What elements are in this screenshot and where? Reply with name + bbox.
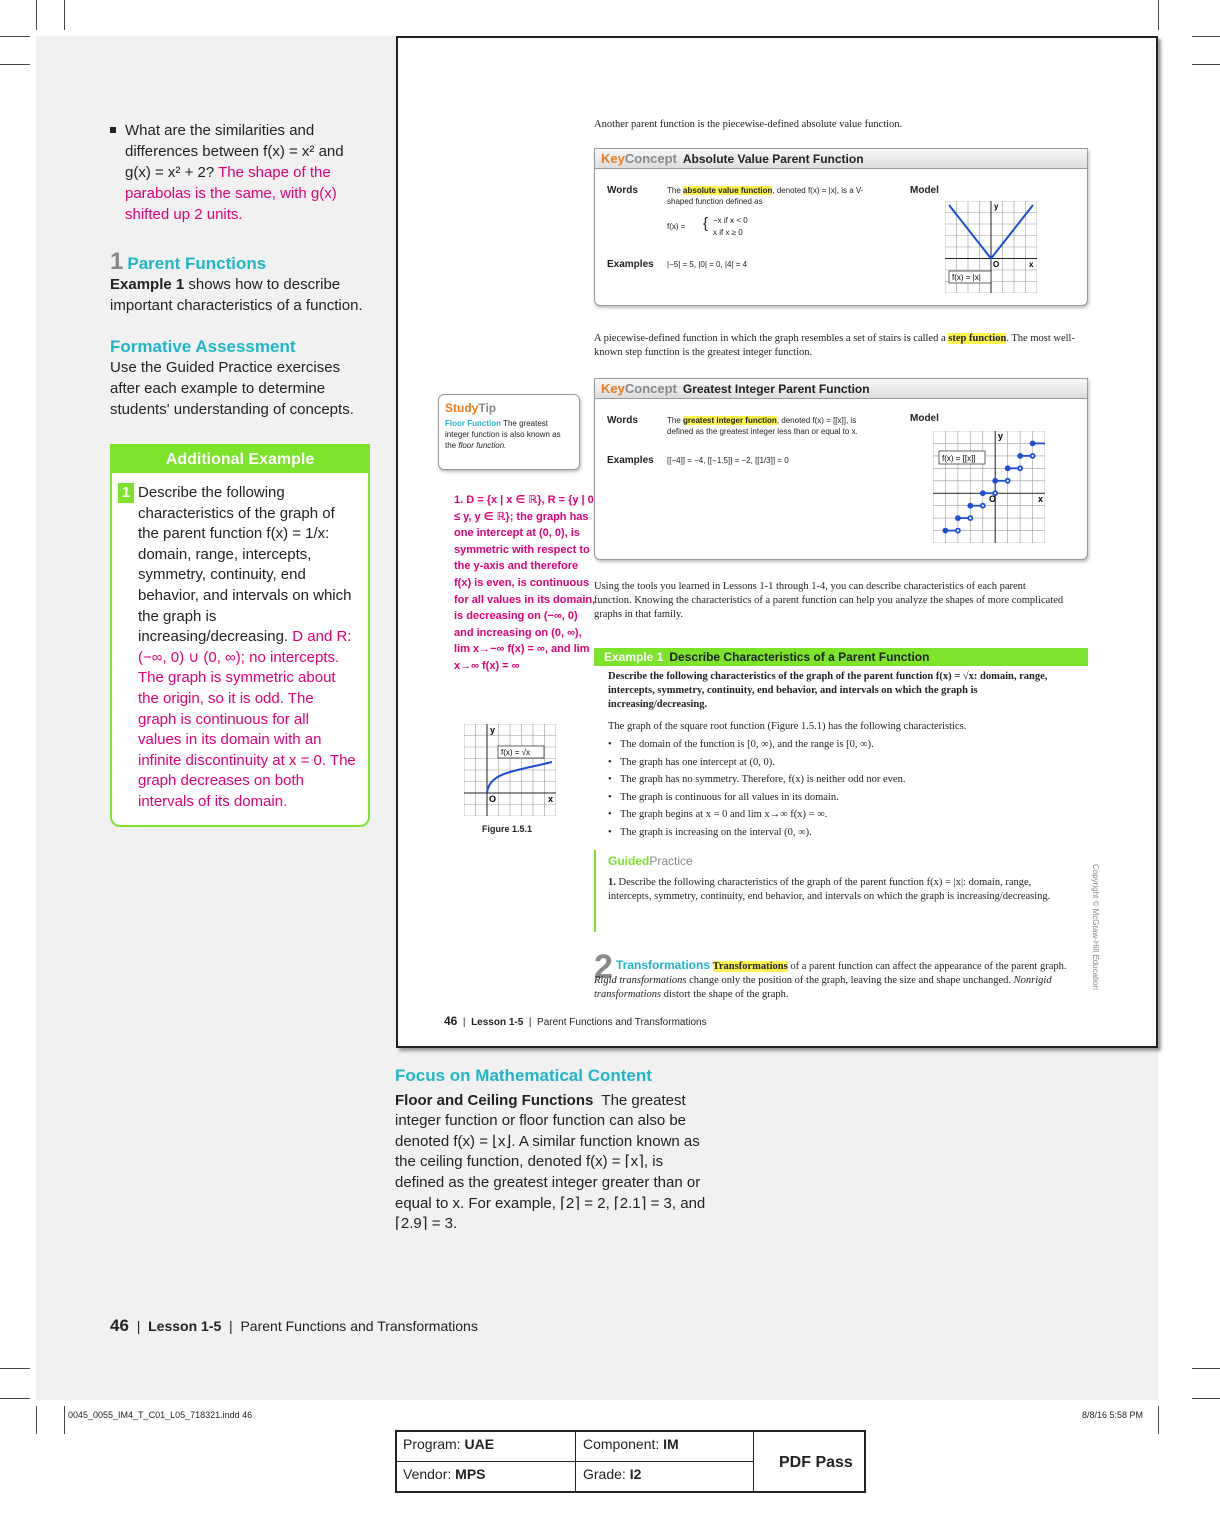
formative-heading: Formative Assessment [110, 337, 296, 356]
section-2-number: 2 [594, 948, 613, 986]
svg-text:x: x [548, 794, 554, 804]
crop-mark [1192, 64, 1220, 65]
example-1-header: Example 1 Describe Characteristics of a Parent Function [594, 648, 1088, 666]
example-1-prompt: Describe the following characteristics of the graph of the parent function f(x) = √x: domain, range, intercepts, symmetry, continuity, end behavior, and intervals on which the graph is increasing/decreasing. [608, 671, 1048, 710]
copyright: Copyright © McGraw-Hill Education [1091, 864, 1100, 990]
answer-text: The shape of the [218, 164, 331, 181]
crop-mark [1192, 1368, 1220, 1369]
page-folio: 46 | Lesson 1-5 | Parent Functions and Transformations [444, 1014, 707, 1028]
additional-example-title: Additional Example [112, 446, 368, 473]
grade-cell: Grade: I2 [583, 1466, 642, 1482]
section-text: Example 1 shows how to describe important characteristics of a function. [110, 276, 363, 314]
absolute-value-graph [945, 201, 1037, 293]
margin-answer: 1. D = {x | x ∈ ℝ}, R = {y | 0 ≤ y, y ∈ ℝ}; the graph has one intercept at (0, 0), is symmetric with respect to the y-axis and therefore f(x) is even, is continuous for all values in its domain, is decreasing on (−∞, 0) and increasing on (0, ∞), lim x→−∞ f(x) = ∞, and lim x→∞ f(x) = ∞ [454, 494, 596, 672]
section-heading: 1 Parent Functions [110, 248, 267, 275]
svg-text:y: y [998, 431, 1004, 441]
additional-example-box: Additional Example 1 Describe the following characteristics of the graph of the parent function f(x) = 1/x: domain, range, intercepts, symmetry, continuity, end behavior, and intervals on which the graph is increasing/decreasing. D and R: (−∞, 0) ∪ (0, ∞); no intercepts. The graph is symmetric about the origin, so it is odd. The graph is continuous for all values in its domain with an infinite discontinuity at x = 0. The graph decreases on both intervals of its domain. [110, 444, 370, 827]
key-concept-absolute: KeyConcept Absolute Value Parent Function Words The absolute value function, denoted f(x) = |x|, is a V-shaped function defined as f(x) = { −x if x < 0 x if x ≥ 0 Examples |−5| = 5, |0| = 0, |4| = 4 Model f(x) = |x| O x y [594, 148, 1088, 306]
proof-table [395, 1430, 866, 1493]
section-2-text: Transformations Transformations of a parent function can affect the appearance of the parent graph. Rigid transformations change only the position of the graph, leaving the size and shape unchanged. Nonrigid transformations distort the shape of the graph. [594, 958, 1067, 1000]
square-root-graph [464, 724, 556, 816]
graph-label: f(x) = |x| [952, 273, 981, 282]
focus-content: Focus on Mathematical Content Floor and Ceiling Functions The greatest integer function or floor function can also be denoted f(x) = ⌊x⌋. A similar function known as the ceiling function, denoted f(x) = ⌈x⌉, is defined as the greatest integer greater than or equal to x. For example, ⌈2⌉ = 2, ⌈2.1⌉ = 3, and ⌈2.9⌉ = 3. [395, 1066, 715, 1235]
svg-text:x: x [1029, 260, 1034, 269]
crop-mark [64, 0, 65, 30]
crop-mark [1192, 1398, 1220, 1399]
focus-title: Focus on Mathematical Content [395, 1066, 652, 1085]
student-page [396, 36, 1158, 1048]
greatest-integer-graph [933, 431, 1045, 543]
list-item: • The graph has one intercept at (0, 0). [608, 754, 1068, 772]
list-item: • The graph is increasing on the interval (0, ∞). [608, 824, 1068, 842]
list-item: • The graph is continuous for all values in its domain. [608, 789, 1068, 807]
svg-text:y: y [490, 725, 496, 735]
crop-mark [0, 1368, 30, 1369]
additional-example-answer: D and R: (−∞, 0) ∪ (0, ∞); no intercepts. The graph is symmetric about the origin, so it is odd. The graph is continuous for all values in its domain with an infinite discontinuity at x = 0. The graph decreases on both intervals of its domain. [138, 628, 356, 810]
key-concept-greatest-integer: KeyConcept Greatest Integer Parent Function Words The greatest integer function, denoted f(x) = [[x]], is defined as the greatest integer less than or equal to x. Examples [[−4]] = −4, [[−1.5]] = −2, [[1/3]] = 0 Model f(x) = [[x]] O x y [594, 378, 1088, 560]
guided-practice-heading: GuidedPractice [608, 854, 693, 868]
svg-text:y: y [994, 202, 999, 211]
status-cell: PDF Pass [779, 1454, 853, 1471]
crop-mark [0, 36, 30, 37]
study-tip: StudyTip Floor Function The greatest integer function is also known as the floor function. [438, 394, 580, 470]
guided-practice-item: 1. Describe the following characteristics of the graph of the parent function f(x) = |x|: domain, range, intercepts, symmetry, continuity, end behavior, and intervals on which the graph is increasing/decreasing. [608, 877, 1051, 902]
crop-mark [36, 0, 37, 30]
slug-filename: 0045_0055_IM4_T_C01_L05_718321.indd 46 [68, 1410, 253, 1420]
example-1-bullets [608, 736, 1068, 842]
question-bullet: What are the similarities and differences between f(x) = x² and g(x) = x² + 2? The shape of the parabolas is the same, with g(x) shifted up 2 units. [110, 120, 370, 225]
crop-mark [1158, 1406, 1159, 1434]
crop-mark [0, 64, 30, 65]
intro-line: Another parent function is the piecewise-defined absolute value function. [594, 119, 903, 130]
svg-text:O: O [489, 794, 497, 804]
crop-mark [1158, 0, 1159, 30]
tools-text: Using the tools you learned in Lessons 1-1 through 1-4, you can describe characteristics of each parent function. Knowing the characteristics of a parent function can help you analyze the shapes of more complicated graphs in that family. [594, 581, 1064, 620]
crop-mark [64, 1406, 65, 1434]
crop-mark [0, 1398, 30, 1399]
formative-text: Use the Guided Practice exercises after each example to determine students' understanding of concepts. [110, 359, 354, 418]
crop-mark [1192, 36, 1220, 37]
svg-text:f(x) = √x: f(x) = √x [501, 748, 531, 757]
slug-date: 8/8/16 5:58 PM [1082, 1410, 1144, 1420]
example-1-lead: The graph of the square root function (Figure 1.5.1) has the following characteristics. [608, 721, 967, 732]
example-number: 1 [118, 483, 134, 503]
svg-text:x: x [1038, 494, 1044, 504]
list-item: • The graph has no symmetry. Therefore, f(x) is neither odd nor even. [608, 771, 1068, 789]
crop-mark [36, 1406, 37, 1434]
list-item: • The domain of the function is [0, ∞), and the range is [0, ∞). [608, 736, 1068, 754]
vendor-cell: Vendor: MPS [403, 1466, 486, 1482]
component-cell: Component: IM [583, 1436, 679, 1452]
svg-text:O: O [989, 494, 997, 504]
program-cell: Program: UAE [403, 1436, 495, 1452]
svg-text:O: O [993, 260, 1000, 269]
teacher-sidebar [110, 120, 370, 827]
example-1-border [594, 850, 596, 932]
list-item: • The graph begins at x = 0 and lim x→∞ f(x) = ∞. [608, 806, 1068, 824]
figure-label: Figure 1.5.1 [482, 824, 533, 834]
step-function-text: A piecewise-defined function in which the graph resembles a set of stairs is called a step function. The most well-known step function is the greatest integer function. [594, 333, 1075, 358]
footer: 46 | Lesson 1-5 | Parent Functions and Transformations [110, 1316, 478, 1335]
graph-label: f(x) = [[x]] [942, 454, 976, 463]
